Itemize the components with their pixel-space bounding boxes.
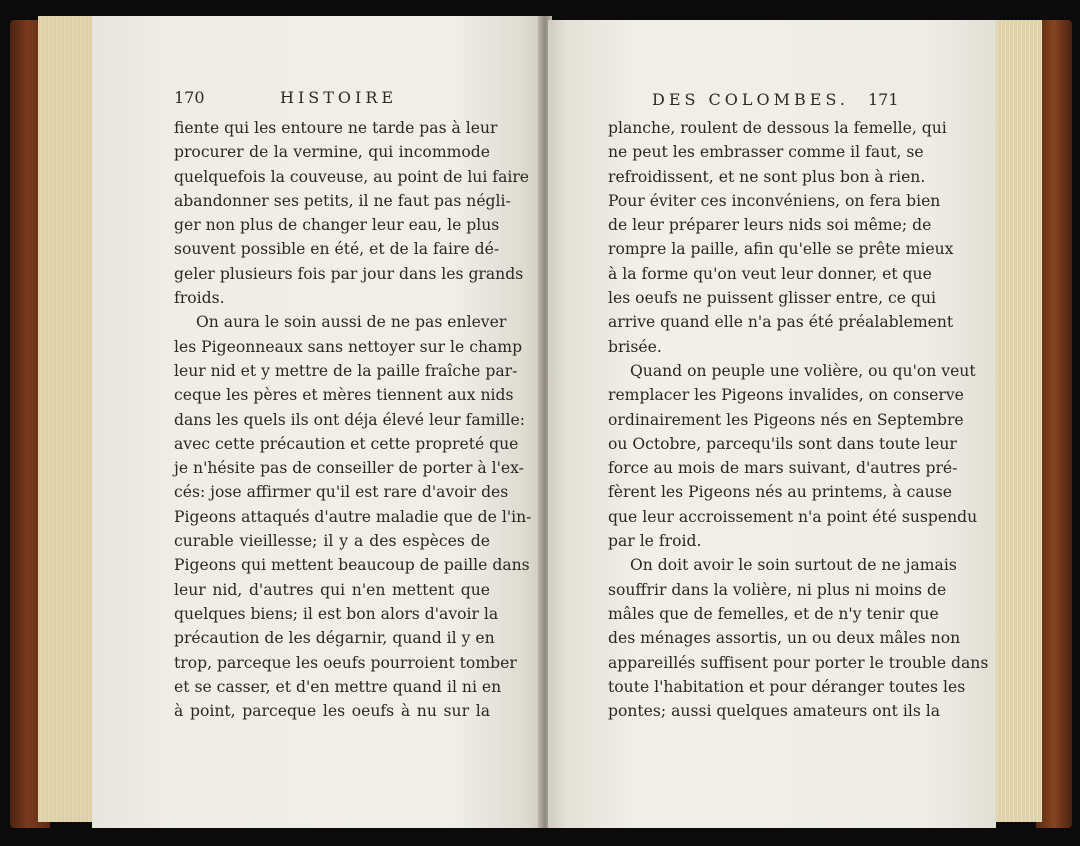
text-line: à la forme qu'on veut leur donner, et que <box>608 264 932 283</box>
text-line: ger non plus de changer leur eau, le plus <box>174 216 500 235</box>
text-line: dans les quels ils ont déja élevé leur famille: <box>174 410 525 429</box>
text-line: leur nid et y mettre de la paille fraîche par- <box>174 361 518 380</box>
text-line: leur nid, d'autres qui n'en mettent que <box>174 580 490 599</box>
text-line: rompre la paille, afin qu'elle se prête mieux <box>608 240 954 259</box>
text-line: avec cette précaution et cette propreté que <box>174 434 519 453</box>
text-line: que leur accroissement n'a point été suspendu <box>608 507 978 526</box>
left-page-edges <box>38 16 96 822</box>
text-line: toute l'habitation et pour déranger toutes les <box>608 677 966 696</box>
text-line: Pour éviter ces inconvéniens, on fera bien <box>608 191 941 210</box>
right-page-edges <box>992 20 1042 822</box>
left-page <box>92 16 542 828</box>
right-page-number: 171 <box>868 90 899 109</box>
text-line: mâles que de femelles, et de n'y tenir que <box>608 604 939 623</box>
text-line: de leur préparer leurs nids soi même; de <box>608 216 932 235</box>
text-line: à point, parceque les oeufs à nu sur la <box>174 702 490 721</box>
text-line: brisée. <box>608 337 662 356</box>
text-line: souvent possible en été, et de la faire dé- <box>174 240 500 259</box>
text-line: je n'hésite pas de conseiller de porter à l'ex- <box>174 459 524 478</box>
text-line: curable vieillesse; il y a des espèces de <box>174 532 490 551</box>
right-running-head: DES COLOMBES. <box>652 90 849 109</box>
text-line: froids. <box>174 289 225 308</box>
text-line: et se casser, et d'en mettre quand il ni en <box>174 677 502 696</box>
text-line: cés: jose affirmer qu'il est rare d'avoir des <box>174 483 509 502</box>
text-line: les oeufs ne puissent glisser entre, ce qui <box>608 289 936 308</box>
text-line: les Pigeonneaux sans nettoyer sur le champ <box>174 337 523 356</box>
text-line: On doit avoir le soin surtout de ne jamais <box>630 556 957 575</box>
text-line: procurer de la vermine, qui incommode <box>174 143 490 162</box>
text-line: par le froid. <box>608 532 702 551</box>
text-line: quelques biens; il est bon alors d'avoir la <box>174 604 499 623</box>
text-line: abandonner ses petits, il ne faut pas négli- <box>174 191 511 210</box>
text-line: souffrir dans la volière, ni plus ni moins de <box>608 580 947 599</box>
text-line: ceque les pères et mères tiennent aux nids <box>174 386 514 405</box>
text-line: pontes; aussi quelques amateurs ont ils la <box>608 702 941 721</box>
text-line: ne peut les embrasser comme il faut, se <box>608 143 924 162</box>
text-line: On aura le soin aussi de ne pas enlever <box>196 313 507 332</box>
text-line: trop, parceque les oeufs pourroient tomber <box>174 653 517 672</box>
left-page-number: 170 <box>174 88 205 107</box>
text-line: fiente qui les entoure ne tarde pas à leur <box>174 119 498 137</box>
text-line: remplacer les Pigeons invalides, on conserve <box>608 386 964 405</box>
left-running-head: HISTOIRE <box>280 88 398 107</box>
text-line: planche, roulent de dessous la femelle, qui <box>608 119 947 137</box>
text-line: Quand on peuple une volière, ou qu'on veut <box>630 361 976 380</box>
text-line: arrive quand elle n'a pas été préalablement <box>608 313 954 332</box>
text-line: geler plusieurs fois par jour dans les grands <box>174 264 524 283</box>
right-page-body <box>608 116 989 723</box>
right-page <box>548 20 996 828</box>
text-line: quelquefois la couveuse, au point de lui faire <box>174 167 530 186</box>
text-line: fèrent les Pigeons nés au printems, à cause <box>608 483 952 502</box>
text-line: Pigeons qui mettent beaucoup de paille dans <box>174 556 530 575</box>
text-line: précaution de les dégarnir, quand il y en <box>174 629 495 648</box>
text-line: Pigeons attaqués d'autre maladie que de l'in- <box>174 507 532 526</box>
text-line: appareillés suffisent pour porter le trouble dans <box>608 653 989 672</box>
left-page-body <box>174 116 532 723</box>
text-line: force au mois de mars suivant, d'autres pré- <box>608 459 958 478</box>
text-line: refroidissent, et ne sont plus bon à rien. <box>608 167 926 186</box>
text-line: des ménages assortis, un ou deux mâles non <box>608 629 961 648</box>
text-line: ordinairement les Pigeons nés en Septembre <box>608 410 964 429</box>
text-line: ou Octobre, parcequ'ils sont dans toute leur <box>608 434 957 453</box>
